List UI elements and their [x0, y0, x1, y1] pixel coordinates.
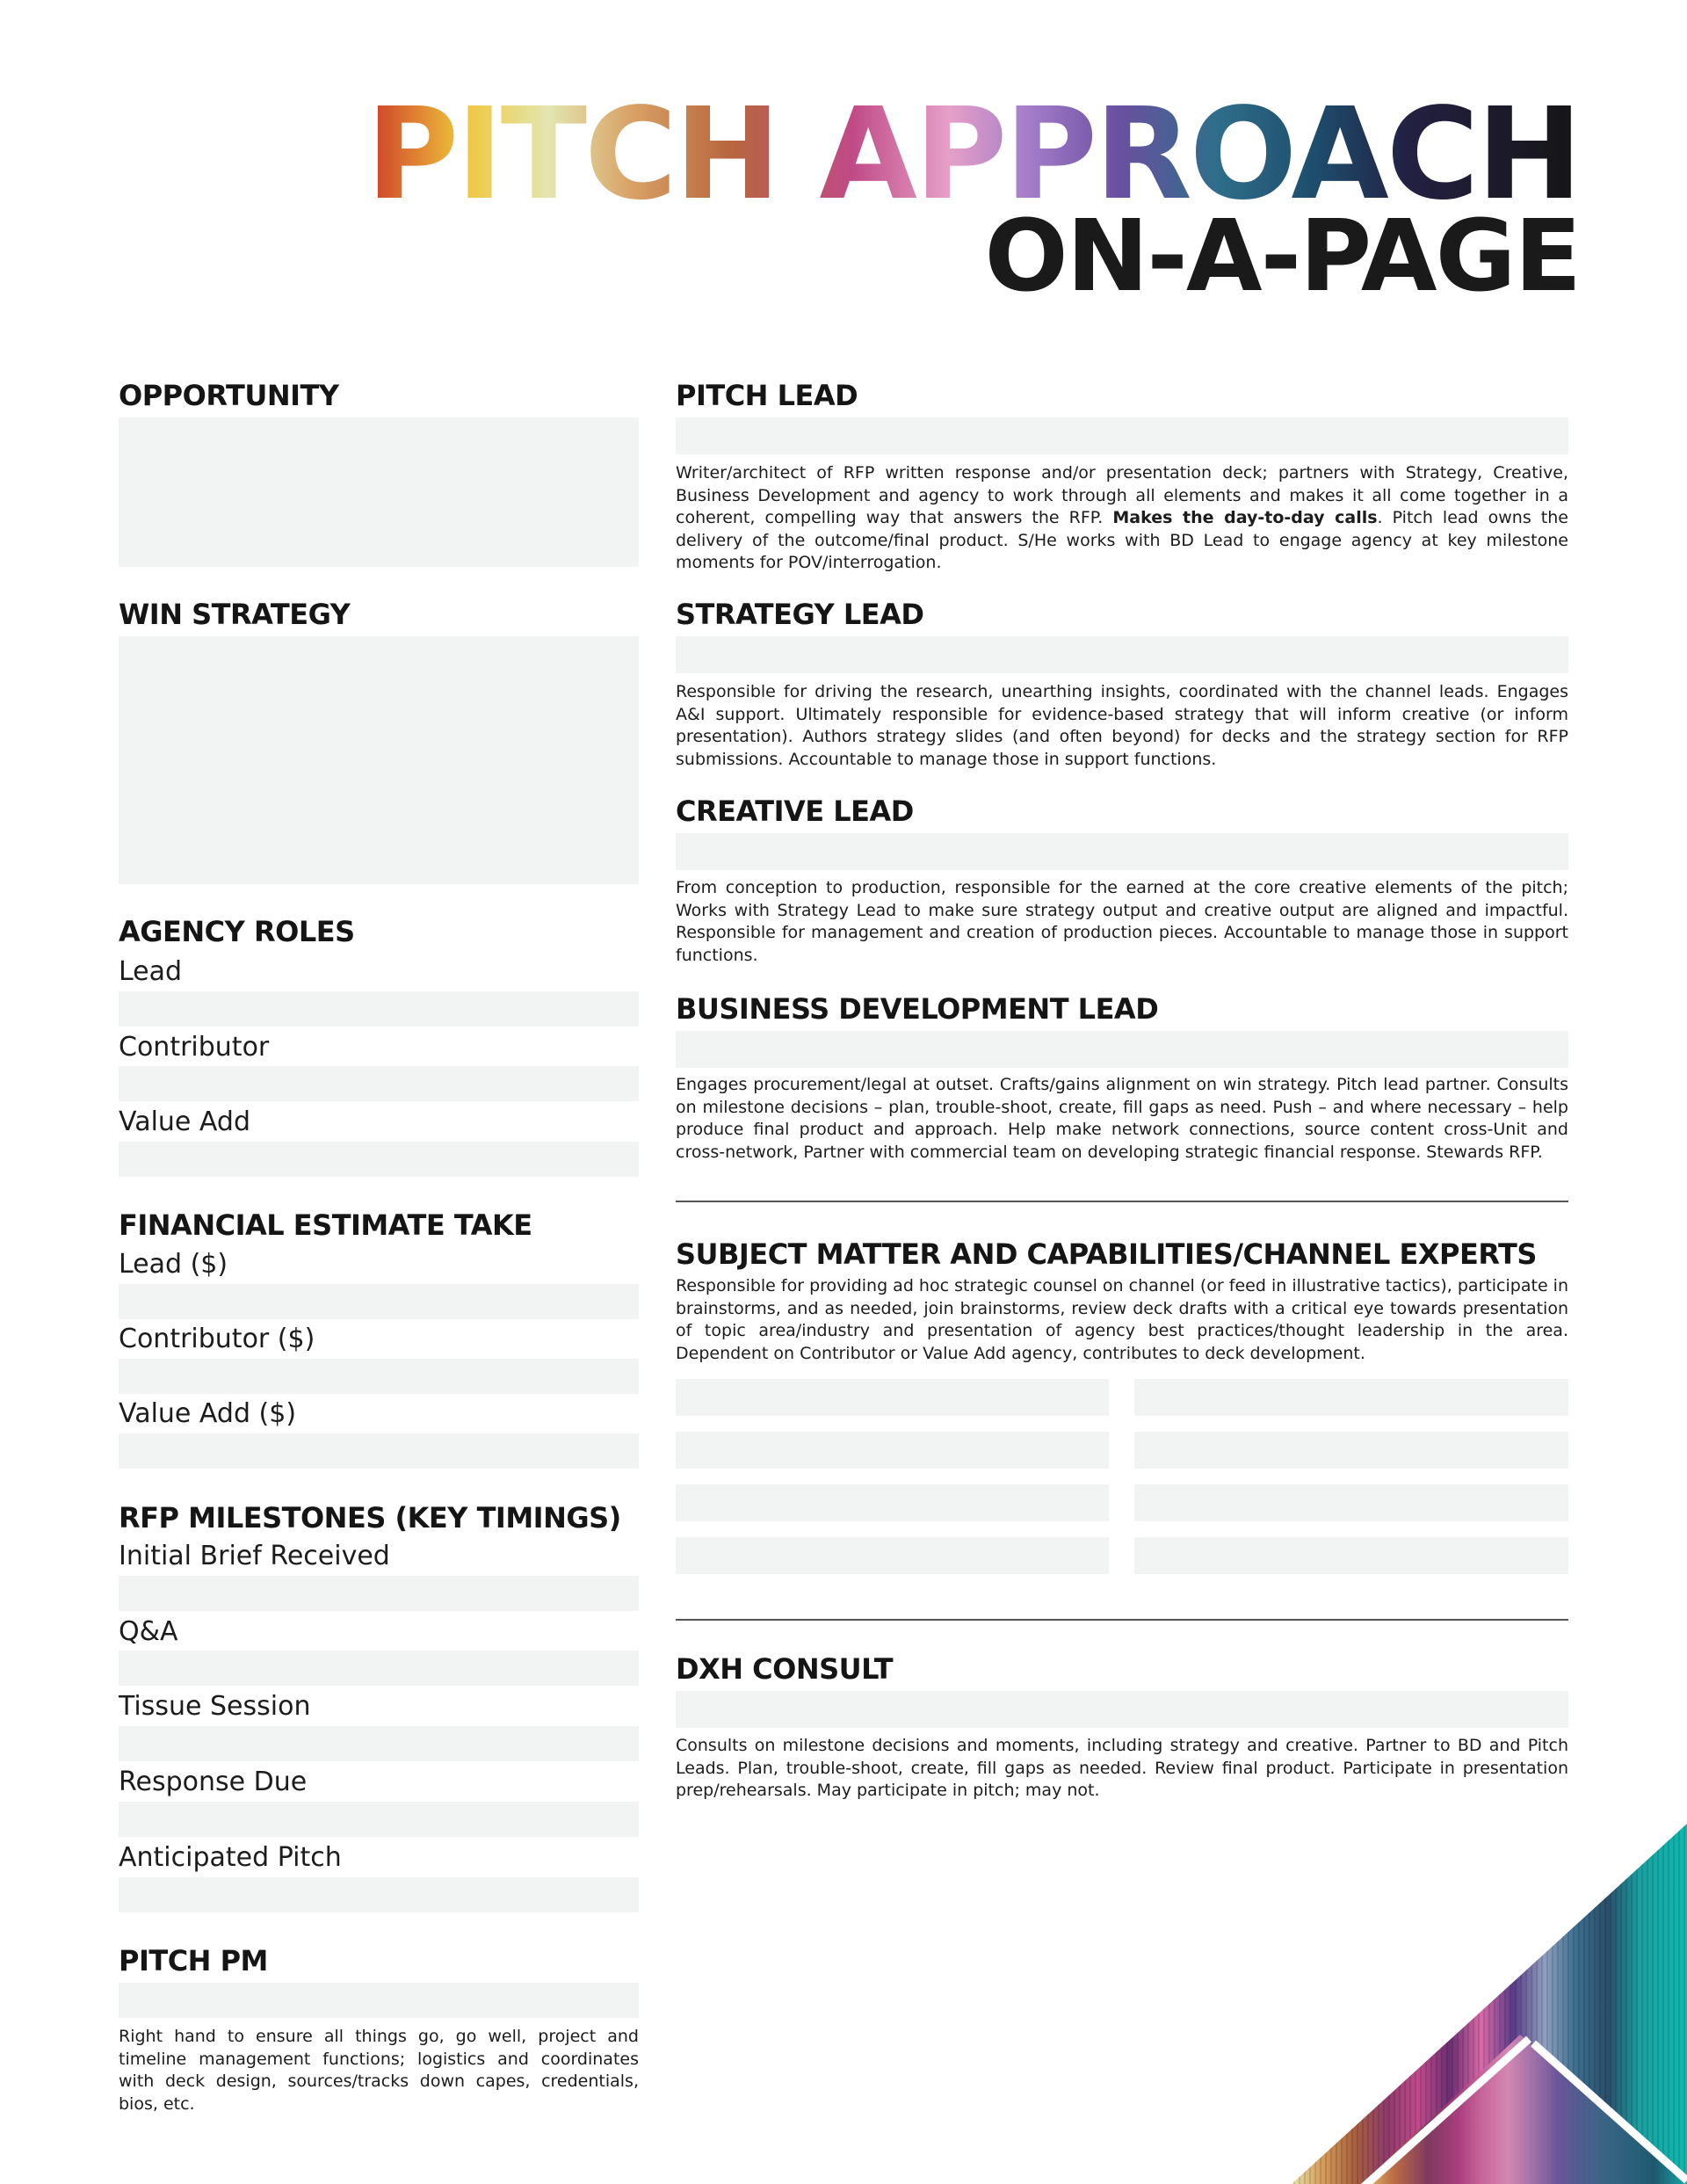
- dxh-heading: DXH CONSULT: [676, 1652, 894, 1686]
- decorative-corner-graphic: [1230, 1780, 1687, 2184]
- financial-value-add-label: Value Add ($): [119, 1398, 297, 1429]
- opportunity-field[interactable]: [119, 417, 639, 567]
- sme-field[interactable]: [676, 1537, 1109, 1574]
- section-divider: [676, 1201, 1568, 1202]
- creative-lead-field[interactable]: [676, 833, 1568, 870]
- sme-field[interactable]: [676, 1379, 1109, 1416]
- agency-lead-field[interactable]: [119, 991, 639, 1027]
- opportunity-heading: OPPORTUNITY: [119, 379, 339, 412]
- milestone-anticipated-pitch-field[interactable]: [119, 1877, 639, 1912]
- sme-field[interactable]: [1134, 1484, 1568, 1521]
- pitch-pm-heading: PITCH PM: [119, 1944, 268, 1977]
- financial-contributor-label: Contributor ($): [119, 1324, 315, 1354]
- pitch-lead-field[interactable]: [676, 417, 1568, 454]
- milestone-tissue-session-field[interactable]: [119, 1726, 639, 1761]
- milestone-initial-brief-field[interactable]: [119, 1576, 639, 1611]
- financial-contributor-field[interactable]: [119, 1359, 639, 1394]
- pitch-lead-description: Writer/architect of RFP written response and/or presentation deck; partners with Strategy, Creative, Business Development and agency to work through all elements and makes it all come together in a coherent, compelling way that answers the RFP. Makes the day-to-day calls. Pitch lead owns the delivery of the outcome/final product. S/He works with BD Lead to engage agency at key milestone moments for POV/interrogation.: [676, 463, 1568, 572]
- pitch-pm-field[interactable]: [119, 1983, 639, 2018]
- agency-roles-heading: AGENCY ROLES: [119, 915, 355, 948]
- sme-field[interactable]: [676, 1484, 1109, 1521]
- agency-value-add-label: Value Add: [119, 1107, 250, 1137]
- milestone-qa-field[interactable]: [119, 1651, 639, 1686]
- financial-lead-label: Lead ($): [119, 1249, 228, 1280]
- milestone-response-due-label: Response Due: [119, 1767, 308, 1797]
- milestone-anticipated-pitch-label: Anticipated Pitch: [119, 1842, 342, 1873]
- page-title-line-2: ON-A-PAGE: [984, 200, 1580, 314]
- strategy-lead-field[interactable]: [676, 636, 1568, 673]
- sme-field[interactable]: [1134, 1379, 1568, 1416]
- financial-heading: FINANCIAL ESTIMATE TAKE: [119, 1208, 532, 1242]
- milestone-initial-brief-label: Initial Brief Received: [119, 1541, 390, 1571]
- agency-value-add-field[interactable]: [119, 1142, 639, 1177]
- dxh-field[interactable]: [676, 1691, 1568, 1728]
- agency-lead-label: Lead: [119, 956, 183, 987]
- section-divider: [676, 1619, 1568, 1621]
- financial-lead-field[interactable]: [119, 1284, 639, 1319]
- milestone-response-due-field[interactable]: [119, 1802, 639, 1837]
- milestone-qa-label: Q&A: [119, 1616, 178, 1647]
- win-strategy-field[interactable]: [119, 636, 639, 884]
- sme-field[interactable]: [1134, 1537, 1568, 1574]
- win-strategy-heading: WIN STRATEGY: [119, 598, 351, 631]
- pitch-lead-heading: PITCH LEAD: [676, 379, 858, 412]
- dxh-description: Consults on milestone decisions and moments, including strategy and creative. Partner to BD and Pitch Leads. Plan, trouble-shoot, create, fill gaps as needed. Review final product. Participate in presentation prep/rehearsals. May participate in pitch; may not.: [676, 1736, 1568, 1800]
- strategy-lead-description: Responsible for driving the research, unearthing insights, coordinated with the channel leads. Engages A&I support. Ultimately responsible for evidence-based strategy that will inform creative (or inform presentation). Authors strategy slides (and often beyond) for decks and the strategy section for RFP submissions. Accountable to manage those in support functions.: [676, 682, 1568, 769]
- pitch-lead-emphasis: Makes the day-to-day calls: [1112, 508, 1378, 527]
- sme-heading: SUBJECT MATTER AND CAPABILITIES/CHANNEL EXPERTS: [676, 1237, 1537, 1271]
- bd-lead-field[interactable]: [676, 1031, 1568, 1068]
- bd-lead-heading: BUSINESS DEVELOPMENT LEAD: [676, 992, 1159, 1026]
- milestones-heading: RFP MILESTONES (KEY TIMINGS): [119, 1501, 621, 1535]
- page-title-line-1: PITCH APPROACH: [366, 80, 1580, 228]
- sme-field[interactable]: [676, 1432, 1109, 1469]
- pitch-pm-description: Right hand to ensure all things go, go well, project and timeline management functions; logistics and coordinates with deck design, sources/tracks down capes, credentials, bios, etc.: [119, 2027, 639, 2114]
- milestone-tissue-session-label: Tissue Session: [119, 1691, 311, 1722]
- strategy-lead-heading: STRATEGY LEAD: [676, 598, 924, 631]
- agency-contributor-field[interactable]: [119, 1066, 639, 1101]
- bd-lead-description: Engages procurement/legal at outset. Crafts/gains alignment on win strategy. Pitch lead partner. Consults on milestone decisions – plan, trouble-shoot, create, fill gaps as need. Push – and where necessary – help produce final product and approach. Help make network connections, source content cross-Unit and cross-network, Partner with commercial team on developing strategic financial response. Stewards RFP.: [676, 1075, 1568, 1162]
- creative-lead-heading: CREATIVE LEAD: [676, 795, 914, 828]
- creative-lead-description: From conception to production, responsible for the earned at the core creative elements of the pitch; Works with Strategy Lead to make sure strategy output and creative output are aligned and impactful. Responsible for management and creation of production pieces. Accountable to manage those in support functions.: [676, 878, 1568, 965]
- sme-field[interactable]: [1134, 1432, 1568, 1469]
- financial-value-add-field[interactable]: [119, 1433, 639, 1469]
- sme-description: Responsible for providing ad hoc strategic counsel on channel (or feed in illustrative tactics), participate in brainstorms, and as needed, join brainstorms, review deck drafts with a critical eye towards presentation of topic area/industry and presentation of agency best practices/thought leadership in the area. Dependent on Contributor or Value Add agency, contributes to deck development.: [676, 1276, 1568, 1363]
- agency-contributor-label: Contributor: [119, 1032, 270, 1063]
